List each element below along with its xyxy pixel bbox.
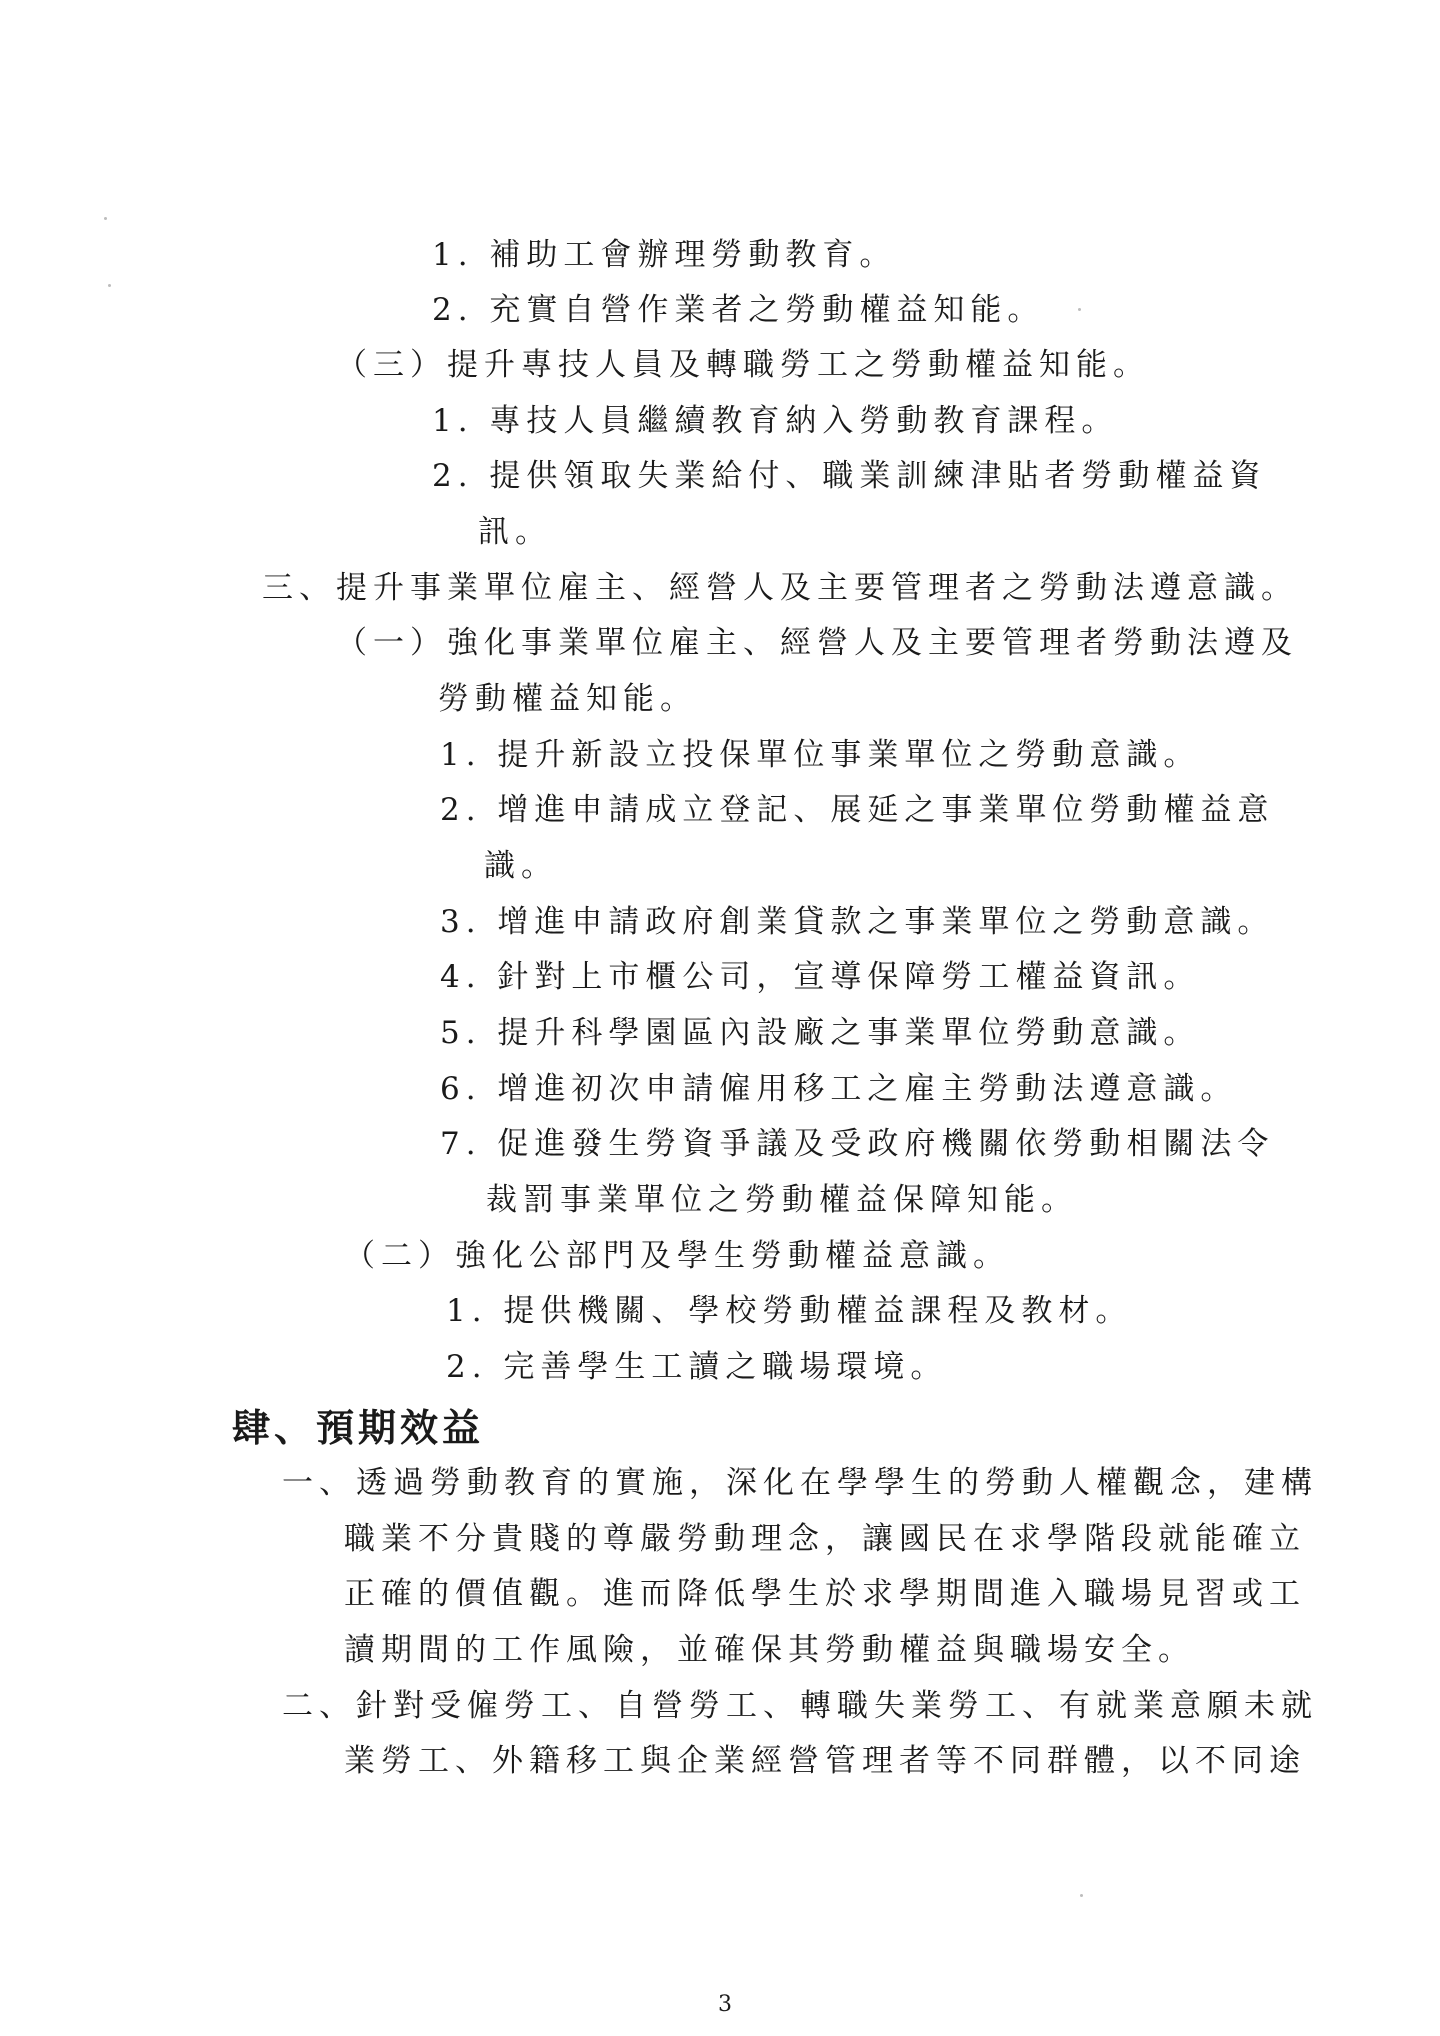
item-7-labor-disputes: 7. 促進發生勞資爭議及受政府機關依勞動相關法令	[440, 1126, 1275, 1162]
scan-speck	[108, 284, 111, 287]
scan-speck	[1080, 1894, 1083, 1897]
subsection-2-title: （二）強化公部門及學生勞動權益意識。	[344, 1238, 1010, 1274]
item-1-new-units: 1. 提升新設立投保單位事業單位之勞動意識。	[440, 737, 1201, 773]
item-2-registration: 2. 增進申請成立登記、展延之事業單位勞動權益意	[440, 792, 1275, 828]
item-7-continuation: 裁罰事業單位之勞動權益保障知能。	[486, 1182, 1078, 1218]
item-2-self-employed: 2. 充實自營作業者之勞動權益知能。	[432, 292, 1045, 328]
benefit-1-line-3: 正確的價值觀。進而降低學生於求學期間進入職場見習或工	[344, 1576, 1306, 1612]
benefit-1-line-4: 讀期間的工作風險，並確保其勞動權益與職場安全。	[344, 1632, 1195, 1668]
item-4-listed-companies: 4. 針對上市櫃公司，宣導保障勞工權益資訊。	[440, 959, 1201, 995]
item-2-unemployment-benefits: 2. 提供領取失業給付、職業訓練津貼者勞動權益資	[432, 458, 1267, 494]
item-5-science-parks: 5. 提升科學園區內設廠之事業單位勞動意識。	[440, 1015, 1201, 1051]
item-3-startup-loans: 3. 增進申請政府創業貸款之事業單位之勞動意識。	[440, 904, 1275, 940]
item-1-teaching-materials: 1. 提供機關、學校勞動權益課程及教材。	[446, 1293, 1133, 1329]
subsection-1-continuation: 勞動權益知能。	[438, 681, 697, 717]
item-2-continuation-2: 識。	[484, 848, 558, 884]
item-1-professionals: 1. 專技人員繼續教育納入勞動教育課程。	[432, 403, 1119, 439]
item-6-migrant-workers: 6. 增進初次申請僱用移工之雇主勞動法遵意識。	[440, 1071, 1238, 1107]
item-2-continuation: 訊。	[478, 514, 552, 550]
scan-speck	[104, 217, 107, 220]
section-3-title: 三、提升事業單位雇主、經營人及主要管理者之勞動法遵意識。	[262, 570, 1298, 606]
item-2-work-study: 2. 完善學生工讀之職場環境。	[446, 1349, 948, 1385]
benefit-2-line-2: 業勞工、外籍移工與企業經營管理者等不同群體，以不同途	[344, 1743, 1306, 1779]
scan-speck	[1078, 308, 1081, 311]
benefit-1-line-1: 一、透過勞動教育的實施，深化在學學生的勞動人權觀念，建構	[282, 1465, 1318, 1501]
page-number: 3	[718, 1992, 732, 2017]
benefit-2-line-1: 二、針對受僱勞工、自營勞工、轉職失業勞工、有就業意願未就	[282, 1688, 1318, 1724]
benefit-1-line-2: 職業不分貴賤的尊嚴勞動理念，讓國民在求學階段就能確立	[344, 1521, 1306, 1557]
section-4-heading: 肆、預期效益	[232, 1405, 485, 1450]
item-1-labor-union: 1. 補助工會辦理勞動教育。	[432, 237, 897, 273]
subsection-3-title: （三）提升專技人員及轉職勞工之勞動權益知能。	[336, 347, 1150, 383]
subsection-1-title: （一）強化事業單位雇主、經營人及主要管理者勞動法遵及	[336, 625, 1298, 661]
